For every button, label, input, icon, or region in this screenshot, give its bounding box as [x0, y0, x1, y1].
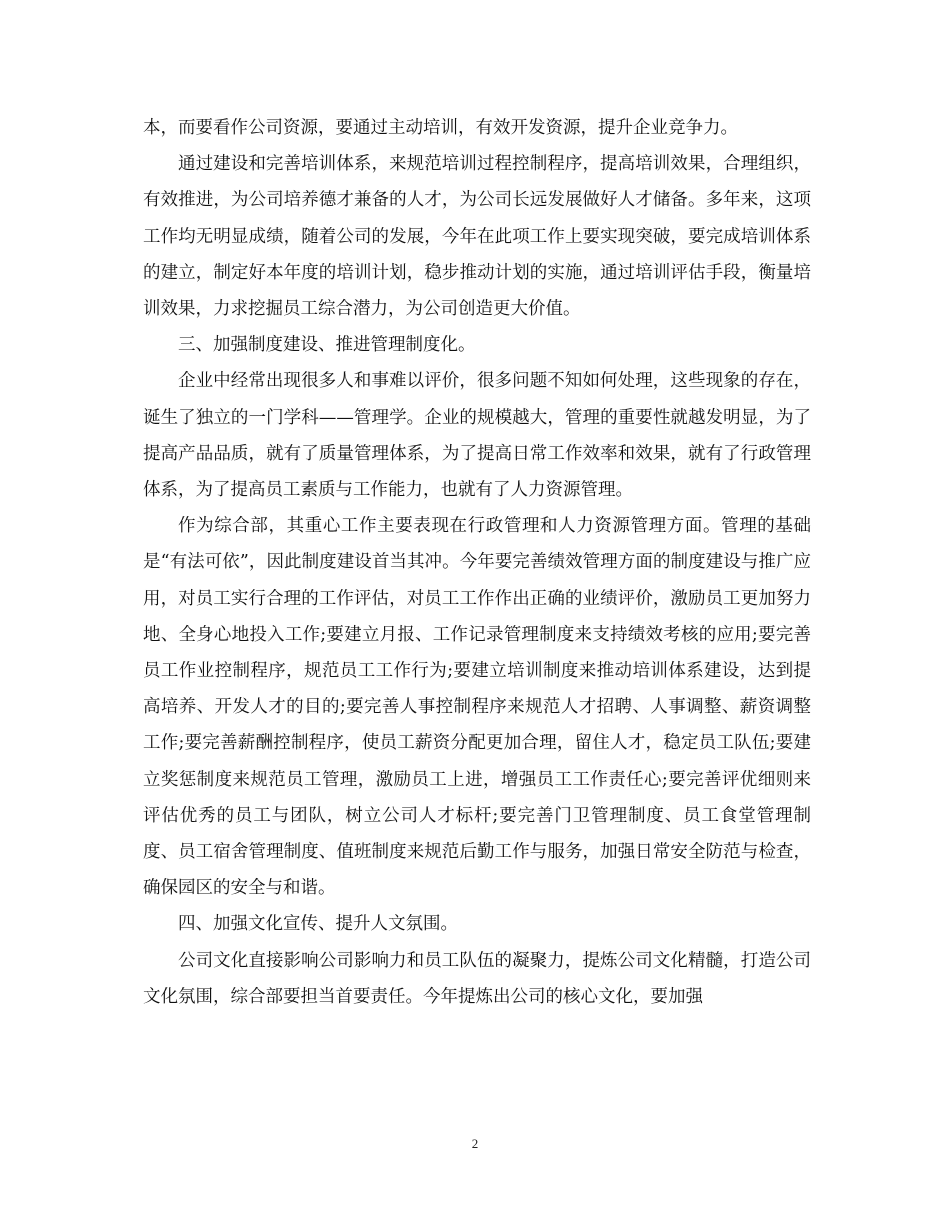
- paragraph-management-science: 企业中经常出现很多人和事难以评价，很多问题不知如何处理，这些现象的存在，诞生了独立的一门学科——管理学。企业的规模越大，管理的重要性就越发明显，为了提高产品品质，就有了质量管理体系，为了提高日常工作效率和效果，就有了行政管理体系，为了提高员工素质与工作能力，也就有了人力资源管理。: [143, 371, 811, 501]
- document-body: [143, 110, 811, 1015]
- paragraph-training-system: 通过建设和完善培训体系，来规范培训过程控制程序，提高培训效果，合理组织，有效推进，为公司培养德才兼备的人才，为公司长远发展做好人才储备。多年来，这项工作均无明显成绩，随着公司的发展，今年在此项工作上要实现突破，要完成培训体系的建立，制定好本年度的培训计划，稳步推动计划的实施，通过培训评估手段，衡量培训效果，力求挖掘员工综合潜力，为公司创造更大价值。: [143, 154, 811, 320]
- page-number: 2: [471, 1136, 479, 1151]
- paragraph-institution-building: 作为综合部，其重心工作主要表现在行政管理和人力资源管理方面。管理的基础是“有法可依”，因此制度建设首当其冲。今年要完善绩效管理方面的制度建设与推广应用，对员工实行合理的工作评估，对员工工作作出正确的业绩评价，激励员工更加努力地、全身心地投入工作;要建立月报、工作记录管理制度来支持绩效考核的应用;要完善员工作业控制程序，规范员工工作行为;要建立培训制度来推动培训体系建设，达到提高培养、开发人才的目的;要完善人事控制程序来规范人才招聘、人事调整、薪资调整工作;要完善薪酬控制程序，使员工薪资分配更加合理，留住人才，稳定员工队伍;要建立奖惩制度来规范员工管理，激励员工上进，增强员工工作责任心;要完善评优细则来评估优秀的员工与团队，树立公司人才标杆;要完善门卫管理制度、员工食堂管理制度、员工宿舍管理制度、值班制度来规范后勤工作与服务，加强日常安全防范与检查，确保园区的安全与和谐。: [143, 516, 811, 899]
- paragraph-continuation: 本，而要看作公司资源，要通过主动培训，有效开发资源，提升企业竞争力。: [143, 118, 738, 138]
- paragraph-company-culture: 公司文化直接影响公司影响力和员工队伍的凝聚力，提炼公司文化精髓，打造公司文化氛围，综合部要担当首要责任。今年提炼出公司的核心文化，要加强: [143, 950, 811, 1007]
- section-heading-four: 四、加强文化宣传、提升人文氛围。: [178, 914, 458, 935]
- section-heading-three: 三、加强制度建设、推进管理制度化。: [178, 335, 476, 356]
